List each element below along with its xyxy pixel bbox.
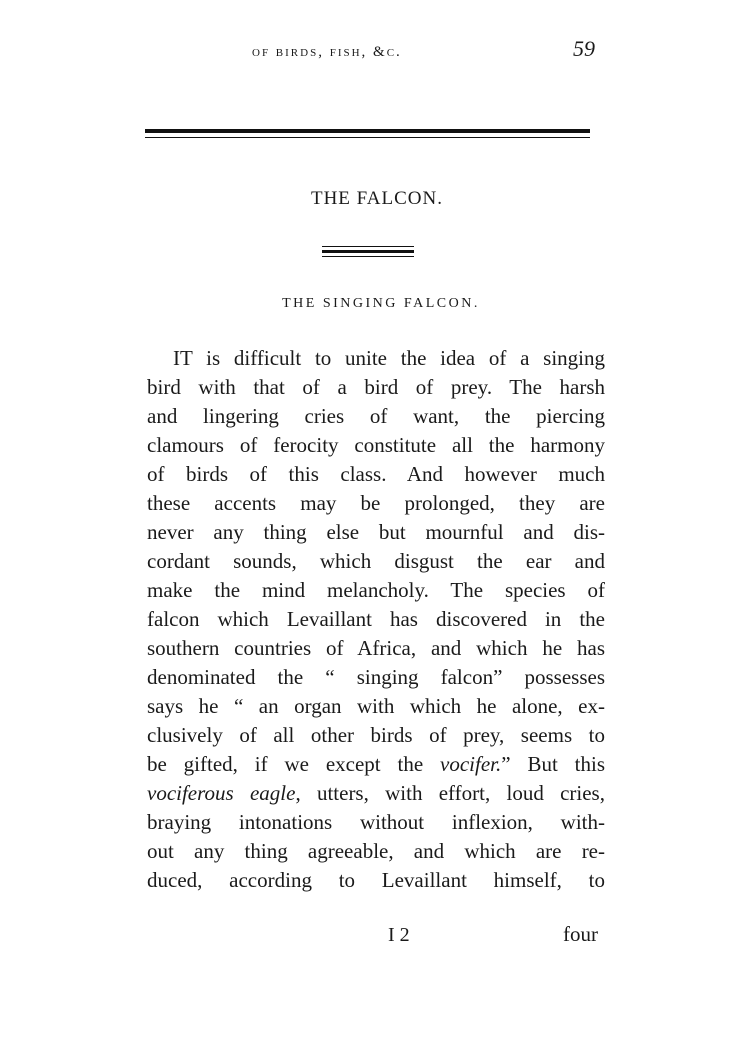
body-line: clusively of all other birds of prey, seems to [147, 723, 605, 747]
body-line: duced, according to Levaillant himself, to [147, 868, 605, 892]
ornament-rule-middle [322, 250, 414, 253]
body-text [147, 344, 605, 895]
body-line-text: ” But this [501, 752, 605, 776]
body-line-mixed [147, 750, 605, 779]
body-line: make the mind melancholy. The species of [147, 578, 605, 602]
body-line-text: , utters, with effort, loud cries, [295, 781, 605, 805]
body-line: out any thing agreeable, and which are re- [147, 839, 605, 863]
page-number: 59 [573, 36, 595, 61]
body-line: braying intonations without inflexion, with- [147, 810, 605, 834]
body-line-text: be gifted, if we except the [147, 752, 424, 776]
section-title: THE FALCON. [310, 188, 444, 209]
ornament-rule-top [322, 246, 414, 247]
catchword: four [563, 922, 598, 946]
italic-term: vociferous eagle [147, 781, 296, 805]
italic-term: vocifer. [440, 752, 502, 776]
subsection-title: THE SINGING FALCON. [282, 296, 480, 311]
body-line: of birds of this class. And however much [147, 462, 605, 486]
body-line: says he “ an organ with which he alone, ex- [147, 694, 605, 718]
running-head: of birds, fish, &c. [252, 44, 402, 60]
body-line: and lingering cries of want, the piercing [147, 404, 605, 428]
body-line-mixed [147, 779, 605, 808]
body-line: southern countries of Africa, and which he has [147, 636, 605, 660]
ornament-rule-bottom [322, 256, 414, 257]
header-rule-thick [145, 129, 590, 133]
body-line: bird with that of a bird of prey. The harsh [147, 375, 605, 399]
body-line: IT is difficult to unite the idea of a singing [173, 346, 605, 370]
signature-mark: I 2 [388, 924, 410, 946]
body-line: falcon which Levaillant has discovered in the [147, 607, 605, 631]
body-line: never any thing else but mournful and dis- [147, 520, 605, 544]
body-line: these accents may be prolonged, they are [147, 491, 605, 515]
body-line: clamours of ferocity constitute all the harmony [147, 433, 605, 457]
body-line: denominated the “ singing falcon” possesses [147, 665, 605, 689]
body-line: cordant sounds, which disgust the ear and [147, 549, 605, 573]
header-rule-thin [145, 137, 590, 138]
